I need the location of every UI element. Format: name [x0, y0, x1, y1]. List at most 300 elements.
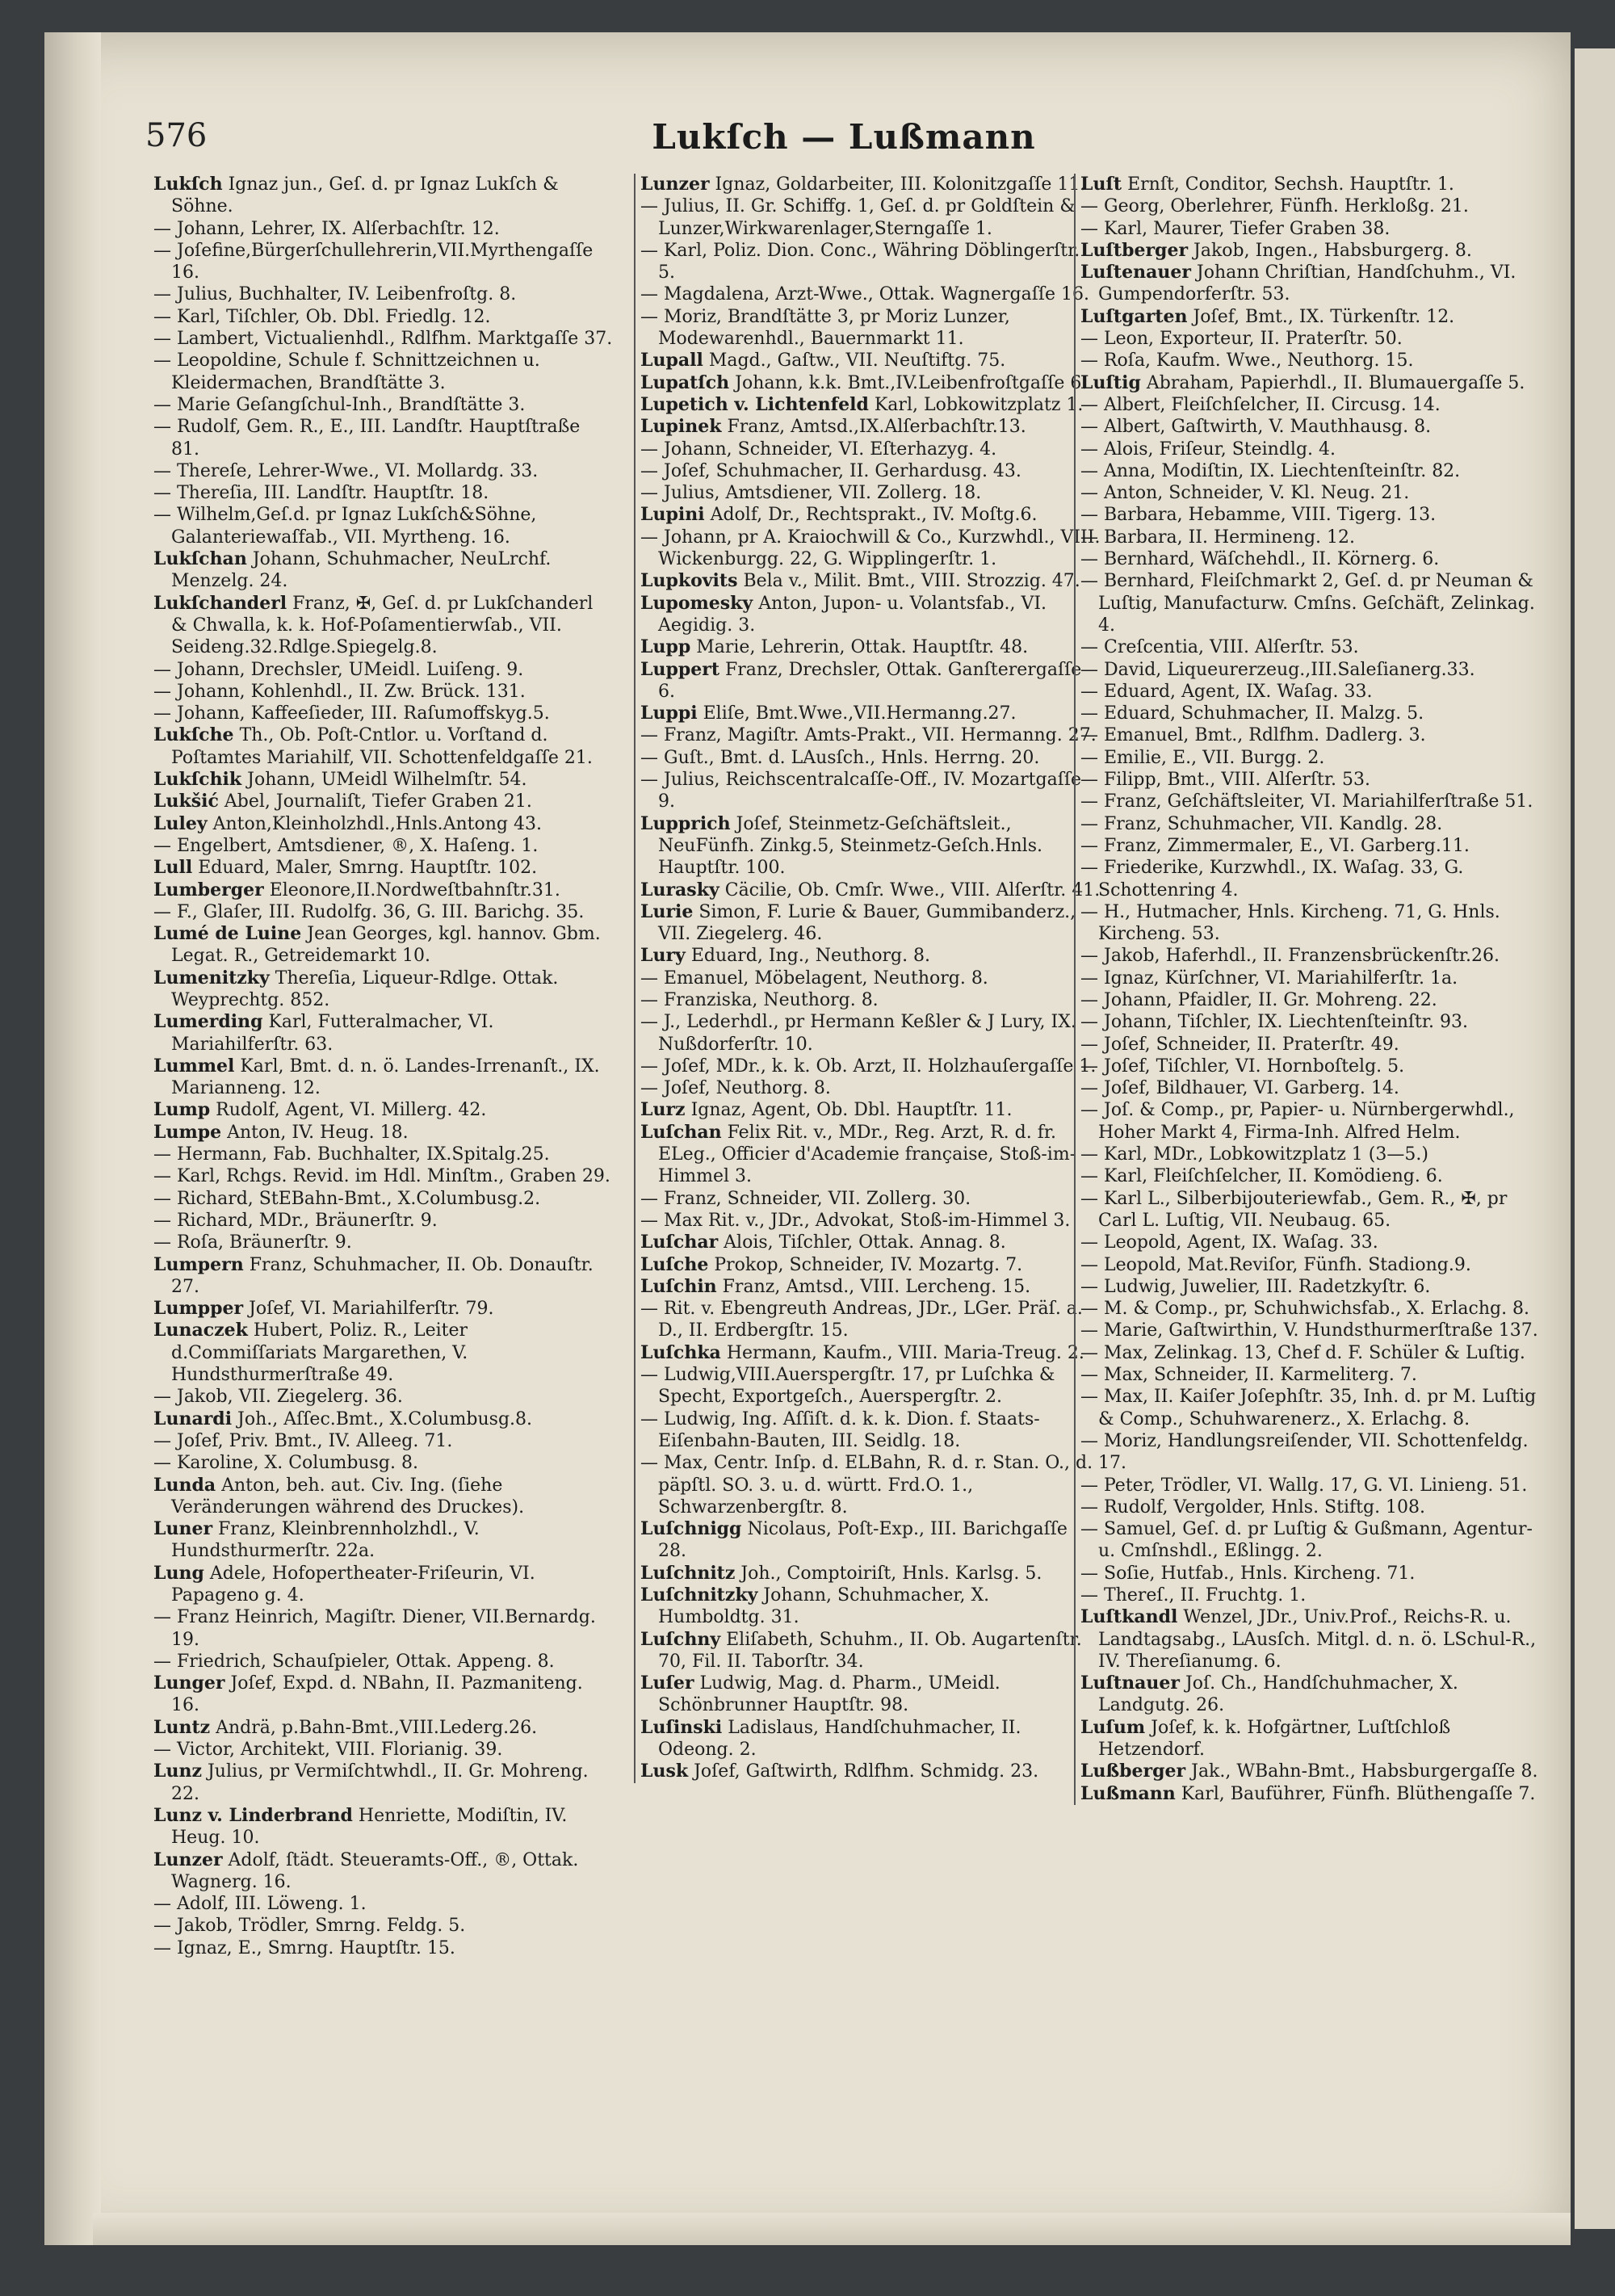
directory-entry — [153, 1232, 614, 1253]
directory-entry — [153, 1056, 614, 1100]
entry-text: Hermann, Kaufm., VIII. Maria-Treug. 2. — [726, 1342, 1084, 1363]
entry-surname: Lung — [153, 1562, 204, 1584]
directory-entry — [1080, 835, 1541, 857]
directory-entry — [1080, 218, 1541, 240]
directory-entry — [153, 879, 614, 901]
entry-text: — Max Rit. v., JDr., Advokat, Stoß-im-Himmel 3. — [640, 1210, 1071, 1231]
entry-text: — Joſef, Tiſchler, VI. Hornboſtelg. 5. — [1080, 1056, 1405, 1077]
directory-entry — [640, 703, 1101, 724]
directory-entry — [1080, 439, 1541, 460]
directory-entry — [1080, 328, 1541, 350]
directory-entry — [640, 460, 1101, 482]
entry-surname: Lumberger — [153, 879, 264, 900]
directory-entry — [1080, 306, 1541, 328]
entry-surname: Lupini — [640, 504, 705, 526]
entry-text: — Ludwig, Ing. Aſſiſt. d. k. k. Dion. f. Staats-Eiſenbahn-Bauten, III. Seidlg. 18. — [640, 1408, 1040, 1451]
entry-text: — Franz, Schuhmacher, VII. Kandlg. 28. — [1080, 813, 1443, 834]
entry-text: Cäcilie, Ob. Cmſr. Wwe., VIII. Alſerſtr. 41. — [724, 879, 1101, 900]
entry-text: — Jakob, VII. Ziegelerg. 36. — [153, 1387, 403, 1408]
directory-entry — [1080, 1099, 1541, 1144]
directory-entry — [1080, 989, 1541, 1011]
directory-entry — [1080, 901, 1541, 946]
directory-entry — [153, 1165, 614, 1187]
entry-text: — Karl L., Silberbijouteriewfab., Gem. R., ✠, pr Carl L. Luſtig, VII. Neubaug. 65. — [1080, 1188, 1508, 1231]
entry-text: Johann, Schuhmacher, NeuLrchf. Menzelg. 24. — [171, 549, 552, 592]
directory-entry — [1080, 1475, 1541, 1496]
entry-surname: Lunz v. Linderbrand — [153, 1804, 353, 1826]
entry-text: — F., Glaſer, III. Rudolfg. 36, G. III. Barichg. 35. — [153, 901, 585, 922]
entry-surname: Lunaczek — [153, 1320, 248, 1341]
directory-entry — [153, 504, 614, 548]
entry-surname: Lurasky — [640, 879, 719, 900]
directory-entry — [153, 1915, 614, 1937]
entry-text: Johann, Schuhmacher, X. Humboldtg. 31. — [658, 1585, 990, 1628]
entry-text: Thereſia, Liqueur-Rdlge. Ottak. Weyprechtg. 852. — [171, 968, 559, 1010]
entry-text: Ignaz jun., Geſ. d. pr Ignaz Lukſch & Söhne. — [171, 174, 559, 217]
entry-text: — Franziska, Neuthorg. 8. — [640, 989, 879, 1010]
entry-text: — M. & Comp., pr, Schuhwichsfab., X. Erlachg. 8. — [1080, 1299, 1530, 1320]
directory-entry — [153, 548, 614, 593]
directory-entry — [640, 1276, 1101, 1298]
entry-text: Franz, Kleinbrennholzhdl., V. Hundsthurmerſtr. 22a. — [171, 1519, 480, 1562]
directory-entry — [1080, 659, 1541, 681]
directory-entry — [153, 835, 614, 857]
entry-surname: Lumpper — [153, 1298, 244, 1320]
entry-text: — Max, Centr. Inſp. d. ELBahn, R. d. r. Stan. O., d. päpſtl. SO. 3. u. d. württ. Frd.O. 1., Schwarzenbergſtr. 8. — [640, 1453, 1093, 1517]
entry-text: Eduard, Ing., Neuthorg. 8. — [690, 946, 931, 967]
entry-text: Th., Ob. Poſt-Cntlor. u. Vorſtand d. Poſtamtes Mariahilf, VII. Schottenfeldgaſſe 21. — [171, 725, 593, 768]
directory-entry — [640, 1673, 1101, 1717]
directory-entry — [153, 1893, 614, 1915]
directory-column-2 — [634, 174, 1101, 1783]
directory-entry — [640, 1585, 1101, 1629]
entry-text: — Moriz, Handlungsreiſender, VII. Schottenfeldg. 17. — [1080, 1430, 1529, 1474]
entry-text: — Thereſ., II. Fruchtg. 1. — [1080, 1585, 1307, 1606]
directory-entry — [1080, 504, 1541, 526]
entry-text: Joſef, Bmt., IX. Türkenſtr. 12. — [1193, 306, 1455, 327]
entry-text: Johann Chriſtian, Handſchuhm., VI. Gumpendorferſtr. 53. — [1098, 262, 1516, 305]
entry-surname: Lull — [153, 857, 193, 879]
entry-text: — Alois, Friſeur, Steindlg. 4. — [1080, 439, 1336, 460]
directory-entry — [640, 1056, 1101, 1077]
entry-text: Johann, UMeidl Wilhelmſtr. 54. — [247, 770, 527, 791]
directory-entry — [1080, 1783, 1541, 1805]
entry-text: — Anna, Modiſtin, IX. Liechtenſteinſtr. 82. — [1080, 460, 1461, 481]
entry-text: — Marie Geſangſchul-Inh., Brandſtätte 3. — [153, 394, 526, 415]
directory-entry — [640, 570, 1101, 592]
directory-entry — [640, 1518, 1101, 1563]
directory-entry — [640, 659, 1101, 703]
entry-text: Eduard, Maler, Smrng. Hauptſtr. 102. — [198, 858, 538, 879]
entry-text: Anton, Jupon- u. Volantsfab., VI. Aegidig. 3. — [658, 593, 1047, 636]
directory-entry — [153, 328, 614, 350]
entry-text: Franz, Drechsler, Ottak. Ganſterergaſſe 6. — [658, 659, 1082, 702]
directory-entry — [153, 857, 614, 879]
directory-entry — [153, 1717, 614, 1739]
directory-entry — [640, 1408, 1101, 1453]
directory-entry — [1080, 1188, 1541, 1232]
directory-entry — [1080, 1518, 1541, 1563]
entry-surname: Lukſch — [153, 174, 223, 195]
entry-surname: Lunger — [153, 1673, 225, 1694]
directory-entry — [153, 1651, 614, 1673]
entry-surname: Luſche — [640, 1253, 709, 1275]
directory-entry — [640, 372, 1101, 394]
entry-text: — Johann, Kohlenhdl., II. Zw. Brück. 131. — [153, 681, 526, 702]
entry-surname: Lurie — [640, 900, 694, 922]
entry-text: Anton, beh. aut. Civ. Ing. (ſiehe Veränderungen während des Druckes). — [171, 1475, 525, 1517]
entry-surname: Luſtberger — [1080, 239, 1189, 261]
directory-entry — [153, 482, 614, 504]
entry-text: — Leon, Exporteur, II. Praterſtr. 50. — [1080, 329, 1403, 350]
entry-text: Abraham, Papierhdl., II. Blumauergaſſe 5. — [1146, 372, 1525, 393]
entry-text: — Emilie, E., VII. Burgg. 2. — [1080, 747, 1325, 768]
entry-text: Joſef, k. k. Hofgärtner, Luſtſchloß Hetzendorf. — [1098, 1717, 1451, 1761]
entry-text: — Magdalena, Arzt-Wwe., Ottak. Wagnergaſſe 16. — [640, 284, 1089, 305]
entry-surname: Lukſchanderl — [153, 592, 287, 614]
entry-text: — Joſef, Priv. Bmt., IV. Alleeg. 71. — [153, 1430, 453, 1451]
entry-text: — Barbara, II. Hermineng. 12. — [1080, 527, 1356, 548]
entry-surname: Lupall — [640, 350, 703, 371]
directory-entry — [1080, 1563, 1541, 1585]
entry-text: Abel, Journaliſt, Tiefer Graben 21. — [224, 791, 532, 812]
directory-entry — [153, 968, 614, 1012]
entry-surname: Luſum — [1080, 1716, 1146, 1738]
entry-surname: Lummel — [153, 1055, 235, 1077]
directory-entry — [1080, 1011, 1541, 1033]
directory-entry — [153, 174, 614, 218]
entry-text: Jakob, Ingen., Habsburgerg. 8. — [1193, 240, 1472, 261]
entry-text: — Johann, Tiſchler, IX. Liechtenſteinſtr. 93. — [1080, 1012, 1468, 1033]
entry-text: — Leopoldine, Schule f. Schnittzeichnen u. Kleidermachen, Brandſtätte 3. — [153, 350, 540, 393]
directory-entry — [1080, 482, 1541, 504]
entry-text: — Max, II. Kaiſer Joſephſtr. 35, Inh. d. pr M. Luſtig & Comp., Schuhwarenerz., X. Erlachg. 8. — [1080, 1387, 1537, 1429]
entry-text: — Eduard, Schuhmacher, II. Malzg. 5. — [1080, 703, 1424, 724]
directory-entry — [153, 769, 614, 791]
directory-entry — [640, 1563, 1101, 1585]
directory-entry — [640, 1629, 1101, 1673]
entry-surname: Lukſchik — [153, 769, 242, 791]
directory-entry — [1080, 570, 1541, 636]
directory-entry — [1080, 791, 1541, 812]
directory-entry — [1080, 1254, 1541, 1276]
entry-surname: Luſtgarten — [1080, 305, 1188, 327]
entry-text: Marie, Lehrerin, Ottak. Hauptſtr. 48. — [696, 637, 1029, 658]
directory-entry — [153, 1408, 614, 1430]
entry-surname: Lumé de Luine — [153, 923, 302, 945]
page-bottom-edge — [93, 2213, 1571, 2245]
entry-surname: Lusk — [640, 1761, 689, 1782]
directory-entry — [1080, 1386, 1541, 1430]
directory-entry — [640, 1254, 1101, 1276]
directory-entry — [640, 195, 1101, 240]
entry-surname: Luntz — [153, 1716, 211, 1738]
directory-entry — [153, 593, 614, 659]
entry-text: Jak., WBahn-Bmt., Habsburgergaſſe 8. — [1191, 1761, 1538, 1782]
directory-entry — [640, 1210, 1101, 1232]
entry-text: Andrä, p.Bahn-Bmt.,VIII.Lederg.26. — [216, 1717, 538, 1738]
directory-entry — [1080, 1298, 1541, 1320]
directory-entry — [1080, 1364, 1541, 1386]
entry-text: — Johann, pr A. Kraiochwill & Co., Kurzwhdl., VIII. Wickenburgg. 22, G. Wipplingerſtr. 1. — [640, 527, 1101, 570]
directory-entry — [1080, 460, 1541, 482]
entry-text: — Franz Heinrich, Magiſtr. Diener, VII.Bernardg. 19. — [153, 1607, 596, 1650]
directory-entry — [153, 1673, 614, 1717]
entry-surname: Luſer — [640, 1673, 694, 1694]
directory-entry — [640, 636, 1101, 658]
directory-entry — [1080, 262, 1541, 306]
directory-entry — [153, 791, 614, 812]
entry-text: Franz, Schuhmacher, II. Ob. Donauſtr. 27. — [171, 1254, 594, 1297]
entry-text: Ignaz, Goldarbeiter, III. Kolonitzgaſſe 11. — [715, 174, 1086, 195]
entry-text: Nicolaus, Poſt-Exp., III. Barichgaſſe 28. — [658, 1519, 1068, 1562]
directory-entry — [153, 1011, 614, 1056]
directory-entry — [1080, 548, 1541, 570]
directory-entry — [153, 681, 614, 703]
entry-text: — Engelbert, Amtsdiener, ®, X. Haſeng. 1. — [153, 835, 539, 856]
entry-surname: Lury — [640, 945, 686, 967]
entry-text: — Johann, Kaffeeſieder, III. Raſumoffskyg.5. — [153, 703, 550, 724]
entry-text: — Friedrich, Schauſpieler, Ottak. Appeng. 8. — [153, 1651, 555, 1672]
entry-surname: Luſtnauer — [1080, 1673, 1180, 1694]
entry-surname: Luſinski — [640, 1716, 723, 1738]
entry-text: — Barbara, Hebamme, VIII. Tigerg. 13. — [1080, 505, 1437, 526]
entry-surname: Luſchnitzky — [640, 1585, 758, 1606]
directory-entry — [1080, 394, 1541, 416]
entry-text: — Franz, Schneider, VII. Zollerg. 30. — [640, 1188, 971, 1209]
directory-entry — [640, 879, 1101, 901]
directory-entry — [1080, 527, 1541, 548]
directory-entry — [153, 1386, 614, 1408]
entry-text: Anton, IV. Heug. 18. — [227, 1122, 409, 1143]
directory-entry — [153, 1761, 614, 1805]
entry-surname: Luſchnigg — [640, 1518, 742, 1540]
entry-text: — Ignaz, E., Smrng. Hauptſtr. 15. — [153, 1937, 455, 1958]
directory-entry — [640, 350, 1101, 371]
entry-text: — Georg, Oberlehrer, Fünfh. Herkloßg. 21. — [1080, 196, 1469, 217]
entry-surname: Lumpe — [153, 1121, 222, 1143]
entry-surname: Lunda — [153, 1474, 216, 1496]
directory-entry — [1080, 945, 1541, 967]
directory-entry — [1080, 968, 1541, 989]
directory-entry — [153, 1099, 614, 1121]
entry-text: — Franz, Magiſtr. Amts-Prakt., VII. Hermanng. 27. — [640, 725, 1097, 746]
entry-text: Joſef, Expd. d. NBahn, II. Pazmaniteng. 16. — [171, 1673, 583, 1716]
directory-entry — [640, 174, 1101, 195]
entry-surname: Lukšić — [153, 791, 219, 812]
directory-entry — [153, 724, 614, 769]
page-gutter — [44, 32, 101, 2245]
directory-entry — [640, 945, 1101, 967]
entry-surname: Luſchny — [640, 1628, 721, 1650]
entry-text: Ladislaus, Handſchuhmacher, II. Odeong. 2. — [658, 1717, 1021, 1761]
directory-entry — [153, 901, 614, 923]
entry-text: Karl, Bmt. d. n. ö. Landes-Irrenanſt., IX. Marianneng. 12. — [171, 1056, 600, 1099]
entry-text: — Ignaz, Kürſchner, VI. Mariahilferſtr. 1a. — [1080, 968, 1458, 988]
entry-text: — Emanuel, Bmt., Rdlfhm. Dadlerg. 3. — [1080, 725, 1426, 746]
directory-entry — [153, 1298, 614, 1320]
directory-entry — [640, 747, 1101, 769]
entry-text: — Richard, MDr., Bräunerſtr. 9. — [153, 1210, 438, 1231]
directory-entry — [1080, 703, 1541, 724]
directory-entry — [1080, 416, 1541, 438]
directory-entry — [640, 1298, 1101, 1342]
entry-text: — Karl, Poliz. Dion. Conc., Währing Döblingerſtr. 5. — [640, 240, 1080, 283]
entry-surname: Luſchin — [640, 1275, 717, 1297]
directory-entry — [1080, 1585, 1541, 1606]
directory-entry — [640, 724, 1101, 746]
entry-text: — H., Hutmacher, Hnls. Kircheng. 71, G. Hnls. Kircheng. 53. — [1080, 901, 1500, 945]
directory-entry — [153, 1606, 614, 1651]
entry-text: — Anton, Schneider, V. Kl. Neug. 21. — [1080, 483, 1410, 504]
entry-text: — Johann, Schneider, VI. Eſterhazyg. 4. — [640, 439, 997, 460]
directory-entry — [1080, 1056, 1541, 1077]
directory-entry — [1080, 240, 1541, 262]
entry-text: — Roſa, Kaufm. Wwe., Neuthorg. 15. — [1080, 350, 1414, 371]
directory-entry — [1080, 1496, 1541, 1518]
entry-text: Joh., Aſſec.Bmt., X.Columbusg.8. — [237, 1408, 533, 1429]
entry-surname: Luſchnitz — [640, 1562, 736, 1584]
entry-text: Eliſe, Bmt.Wwe.,VII.Hermanng.27. — [703, 703, 1017, 724]
entry-surname: Lumpern — [153, 1253, 244, 1275]
directory-entry — [1080, 1144, 1541, 1165]
directory-entry — [1080, 681, 1541, 703]
entry-text: — Johann, Lehrer, IX. Alſerbachſtr. 12. — [153, 218, 500, 239]
entry-surname: Lupomesky — [640, 592, 753, 614]
directory-entry — [1080, 747, 1541, 769]
directory-entry — [640, 439, 1101, 460]
entry-text: Bela v., Milit. Bmt., VIII. Strozzig. 47. — [743, 571, 1080, 592]
entry-text: — Ludwig,VIII.Auerspergſtr. 17, pr Luſchka & Specht, Exportgeſch., Auerspergſtr. 2. — [640, 1365, 1055, 1408]
entry-text: Felix Rit. v., MDr., Reg. Arzt, R. d. fr. ELeg., Officier d'Academie française, Stoß-im-Himmel 3. — [658, 1122, 1076, 1187]
entry-text: — Leopold, Mat.Reviſor, Fünfh. Stadiong.9. — [1080, 1254, 1471, 1275]
directory-entry — [153, 1518, 614, 1563]
entry-text: — Karl, MDr., Lobkowitzplatz 1 (3—5.) — [1080, 1144, 1428, 1165]
entry-text: — J., Lederhdl., pr Hermann Keßler & J Lury, IX. Nußdorferſtr. 10. — [640, 1012, 1076, 1055]
directory-entry — [1080, 724, 1541, 746]
directory-entry — [1080, 1606, 1541, 1673]
directory-entry — [153, 1188, 614, 1210]
entry-text: — Rit. v. Ebengreuth Andreas, JDr., LGer. Präſ. a. D., II. Erdbergſtr. 15. — [640, 1299, 1083, 1341]
entry-text: — Max, Zelinkag. 13, Chef d. F. Schüler & Luſtig. — [1080, 1342, 1525, 1363]
entry-text: Joſef, Steinmetz-Geſchäftsleit., NeuFünfh. Zinkg.5, Steinmetz-Geſch.Hnls. Hauptſtr. 100. — [658, 813, 1042, 879]
adjacent-page-edge — [1575, 48, 1615, 2229]
directory-entry — [153, 1122, 614, 1144]
entry-text: Adolf, ſtädt. Steueramts-Off., ®, Ottak. Wagnerg. 16. — [171, 1849, 579, 1892]
entry-text: — Joſef, Schuhmacher, II. Gerhardusg. 43. — [640, 460, 1021, 481]
entry-text: — Filipp, Bmt., VIII. Alſerſtr. 53. — [1080, 770, 1370, 791]
entry-text: Karl, Bauführer, Fünfh. Blüthengaſſe 7. — [1181, 1783, 1536, 1804]
entry-text: — Franz, Zimmermaler, E., VI. Garberg.11. — [1080, 835, 1470, 856]
entry-surname: Lupp — [640, 636, 691, 658]
entry-text: — Karl, Rchgs. Revid. im Hdl. Minſtm., Graben 29. — [153, 1166, 610, 1187]
entry-text: Franz, ✠, Geſ. d. pr Lukſchanderl & Chwalla, k. k. Hof-Poſamentierwſab., VII. Seideng.32.Rdlge.Spiegelg.8. — [171, 593, 594, 658]
directory-entry — [640, 240, 1101, 284]
directory-entry — [1080, 1276, 1541, 1298]
directory-entry — [1080, 769, 1541, 791]
directory-entry — [640, 1364, 1101, 1408]
entry-text: Adele, Hofopertheater-Friſeurin, VI. Papageno g. 4. — [171, 1563, 535, 1606]
directory-column-1 — [153, 174, 614, 1959]
entry-surname: Lukſche — [153, 724, 234, 746]
directory-entry — [640, 306, 1101, 350]
entry-text: — Victor, Architekt, VIII. Florianig. 39. — [153, 1740, 503, 1761]
directory-entry — [640, 901, 1101, 946]
entry-surname: Lunz — [153, 1761, 202, 1782]
entry-surname: Lurz — [640, 1099, 686, 1121]
directory-entry — [1080, 636, 1541, 658]
entry-surname: Lupinek — [640, 416, 722, 438]
directory-entry — [153, 460, 614, 482]
directory-entry — [640, 1077, 1101, 1099]
directory-entry — [640, 968, 1101, 989]
directory-entry — [1080, 1673, 1541, 1717]
directory-entry — [153, 416, 614, 460]
entry-text: Franz, Amtsd., VIII. Lercheng. 15. — [722, 1276, 1031, 1297]
entry-text: Julius, pr Vermiſchtwhdl., II. Gr. Mohreng. 22. — [171, 1761, 589, 1804]
entry-text: — Franz, Geſchäftsleiter, VI. Mariahilferſtraße 51. — [1080, 791, 1533, 812]
entry-text: — Bernhard, Wäſchehdl., II. Körnerg. 6. — [1080, 549, 1440, 570]
directory-entry — [1080, 350, 1541, 371]
entry-text: Karl, Lobkowitzplatz 1. — [874, 394, 1084, 415]
directory-entry — [153, 1739, 614, 1761]
directory-entry — [640, 989, 1101, 1011]
entry-text: — Soſie, Hutfab., Hnls. Kircheng. 71. — [1080, 1563, 1416, 1584]
directory-entry — [153, 283, 614, 305]
directory-entry — [153, 1475, 614, 1519]
directory-entry — [640, 769, 1101, 813]
entry-text: Joſef, Gaſtwirth, Rdlfhm. Schmidg. 23. — [694, 1761, 1039, 1782]
entry-text: Franz, Amtsd.,IX.Alſerbachſtr.13. — [727, 417, 1026, 438]
entry-surname: Lußberger — [1080, 1761, 1186, 1782]
entry-text: Simon, F. Lurie & Bauer, Gummibanderz., VII. Ziegelerg. 46. — [658, 901, 1076, 945]
entry-text: Henriette, Modiſtin, IV. Heug. 10. — [171, 1805, 568, 1849]
entry-text: — Jakob, Trödler, Smrng. Feldg. 5. — [153, 1916, 466, 1937]
directory-entry — [1080, 813, 1541, 835]
directory-entry — [640, 1761, 1101, 1782]
directory-entry — [640, 1188, 1101, 1210]
entry-surname: Luppert — [640, 658, 719, 680]
entry-text: — Hermann, Fab. Buchhalter, IX.Spitalg.25. — [153, 1144, 550, 1165]
entry-surname: Lußmann — [1080, 1782, 1176, 1804]
entry-text: — Leopold, Agent, IX. Waſag. 33. — [1080, 1232, 1378, 1253]
entry-text: — Joſefine,Bürgerſchullehrerin,VII.Myrthengaſſe 16. — [153, 240, 594, 283]
directory-entry — [640, 1452, 1101, 1518]
entry-text: — Karoline, X. Columbusg. 8. — [153, 1453, 418, 1474]
entry-text: — Samuel, Geſ. d. pr Luſtig & Gußmann, Agentur- u. Cmſnshdl., Eßlingg. 2. — [1080, 1519, 1533, 1562]
directory-entry — [153, 218, 614, 240]
entry-text: Rudolf, Agent, VI. Millerg. 42. — [216, 1100, 487, 1121]
directory-entry — [153, 1452, 614, 1474]
entry-text: — Julius, Reichscentralcaſſe-Off., IV. Mozartgaſſe 9. — [640, 770, 1082, 812]
entry-surname: Luſchka — [640, 1341, 721, 1363]
entry-text: — Johann, Drechsler, UMeidl. Luiſeng. 9. — [153, 659, 524, 680]
entry-surname: Lunzer — [640, 174, 710, 195]
directory-entry — [640, 1099, 1101, 1121]
directory-entry — [640, 416, 1101, 438]
directory-entry — [1080, 174, 1541, 195]
entry-text: — Rudolf, Vergolder, Hnls. Stiftg. 108. — [1080, 1496, 1426, 1517]
page-header — [145, 117, 1542, 166]
entry-text: Prokop, Schneider, IV. Mozartg. 7. — [714, 1254, 1023, 1275]
running-head: Lukſch — Lußmann — [652, 117, 1036, 157]
directory-entry — [1080, 1430, 1541, 1475]
entry-text: — Jakob, Haferhdl., II. Franzensbrückenſtr.26. — [1080, 946, 1500, 967]
directory-entry — [640, 1342, 1101, 1364]
directory-entry — [153, 394, 614, 416]
entry-text: Anton,Kleinholzhdl.,Hnls.Antong 43. — [212, 813, 542, 834]
entry-text: — Bernhard, Fleiſchmarkt 2, Geſ. d. pr Neuman & Luſtig, Manufacturw. Cmſns. Geſchäft, Zelinkag. 4. — [1080, 571, 1535, 636]
